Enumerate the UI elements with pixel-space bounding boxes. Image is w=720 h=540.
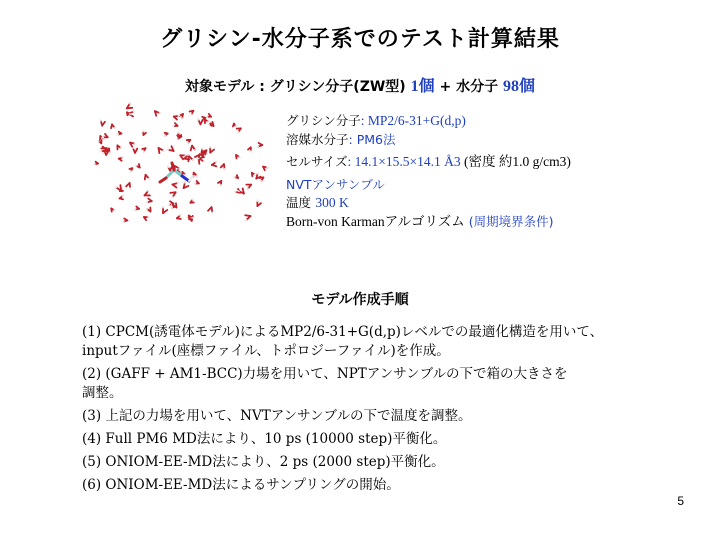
water-molecule [115, 185, 121, 190]
water-molecule [142, 148, 145, 152]
step-item [82, 323, 682, 361]
water-molecule [101, 120, 105, 126]
glycine-value: : MP2/6-31+G(d,p) [360, 113, 466, 128]
water-molecule [234, 175, 238, 178]
water-molecule [129, 168, 132, 172]
water-molecule [184, 182, 189, 189]
water-molecule [210, 146, 214, 152]
water-molecule [245, 215, 250, 220]
water-molecule [98, 140, 102, 143]
water-molecule [205, 119, 209, 123]
step-text: (3) 上記の力場を用いて、NVTアンサンブルの下で温度を調整。 [82, 408, 472, 424]
step-text: (4) Full PM6 MD法により、10 ps (10000 step)平衡化。 [82, 431, 447, 447]
water-molecule [246, 185, 251, 190]
subtitle-middle: + 水分子 [434, 79, 503, 95]
step-item [82, 453, 682, 472]
water-molecule [133, 147, 138, 153]
water-molecule [145, 175, 150, 180]
procedure-heading: モデル作成手順 [311, 292, 409, 308]
water-molecule [126, 183, 130, 189]
water-molecule [221, 164, 225, 170]
water-molecule [170, 192, 175, 198]
water-molecule [208, 207, 212, 214]
model-properties [286, 112, 706, 231]
glycine-count: 1個 [410, 78, 435, 95]
glycine-row [286, 112, 706, 131]
water-molecule [172, 183, 178, 188]
water-molecule [236, 155, 240, 158]
water-molecule [111, 124, 115, 128]
water-count: 98個 [502, 78, 535, 95]
water-molecule [146, 207, 150, 211]
water-molecule [120, 195, 124, 199]
water-molecule [143, 130, 146, 135]
procedure-steps [82, 323, 682, 499]
water-molecule [111, 208, 115, 211]
water-molecule [194, 181, 199, 184]
water-molecule [145, 190, 150, 195]
water-molecule [119, 157, 124, 160]
water-molecule [117, 132, 121, 135]
water-molecule [171, 205, 175, 208]
step-text: (2) (GAFF + AM1-BCC)力場を用いて、NPTアンサンブルの下で箱の大きさを 調整。 [82, 366, 568, 401]
water-molecule [164, 133, 168, 137]
temperature-value: 300 K [315, 195, 349, 210]
step-text: (5) ONIOM-EE-MD法により、2 ps (2000 step)平衡化。 [82, 454, 445, 470]
model-subtitle [0, 73, 720, 96]
water-molecule [190, 111, 194, 116]
water-molecule [134, 206, 139, 209]
water-molecule [263, 167, 268, 171]
water-molecule [130, 143, 136, 147]
water-molecule [248, 147, 251, 152]
cell-value: : 14.1×15.5×14.1 Å3 [347, 154, 461, 169]
water-molecule [172, 123, 177, 126]
water-molecule [179, 114, 183, 120]
glycine-molecule [160, 163, 193, 182]
water-molecule [146, 199, 152, 203]
water-molecule [218, 181, 221, 186]
water-molecule [178, 132, 181, 137]
cell-row [286, 153, 706, 172]
water-molecule [123, 218, 128, 222]
water-molecule [257, 143, 262, 147]
glycine-label: グリシン分子 [286, 113, 361, 128]
step-item [82, 476, 682, 495]
method: Born-von Karmanアルゴリズム [286, 213, 465, 229]
step-text: (6) ONIOM-EE-MD法によるサンプリングの開始。 [82, 477, 400, 493]
step-item [82, 407, 682, 426]
cell-density: (密度 約1.0 g/cm3) [460, 154, 571, 169]
water-molecule [237, 128, 241, 133]
slide-title: グリシン-水分子系でのテスト計算結果 [160, 27, 560, 52]
water-molecule [135, 164, 140, 167]
water-molecule [252, 173, 256, 176]
water-molecule [94, 162, 98, 165]
water-molecule [155, 111, 161, 116]
solvent-value: : PM6法 [348, 131, 396, 147]
water-molecule [117, 145, 121, 149]
water-molecule [158, 148, 164, 153]
subtitle-prefix: 対象モデル : グリシン分子(ZW型) [185, 79, 411, 95]
water-molecule [127, 102, 132, 108]
water-molecule [174, 116, 180, 120]
water-molecule [212, 161, 217, 166]
temperature-label: 温度 [286, 195, 312, 210]
water-molecule [102, 134, 108, 137]
temperature-row [286, 194, 706, 213]
water-molecule [191, 146, 196, 151]
water-molecule [187, 140, 191, 144]
water-molecule [260, 177, 264, 182]
step-item [82, 365, 682, 403]
water-molecule [233, 124, 236, 128]
water-molecule [163, 206, 167, 213]
cell-label: セルサイズ [286, 154, 348, 169]
ensemble: NVTアンサンブル [286, 176, 385, 192]
method-row [286, 213, 706, 232]
water-molecule [168, 166, 172, 171]
method-note: (周期境界条件) [464, 213, 554, 229]
water-molecule [144, 217, 149, 220]
water-molecule [167, 146, 174, 151]
water-molecule [206, 114, 211, 117]
page-number: 5 [677, 494, 684, 508]
solvent-label: 溶媒水分子 [286, 131, 349, 147]
water-molecule [177, 215, 181, 219]
molecule-snapshot-image [92, 102, 278, 230]
step-text: (1) CPCM(誘電体モデル)によるMP2/6-31+G(d,p)レベルでの最適化構造を用いて、 inputファイル(座標ファイル、トポロジーファイル)を作成。 [82, 324, 604, 359]
step-item [82, 430, 682, 449]
solvent-row [286, 131, 706, 150]
water-molecule [190, 199, 193, 203]
water-molecule [257, 200, 261, 206]
